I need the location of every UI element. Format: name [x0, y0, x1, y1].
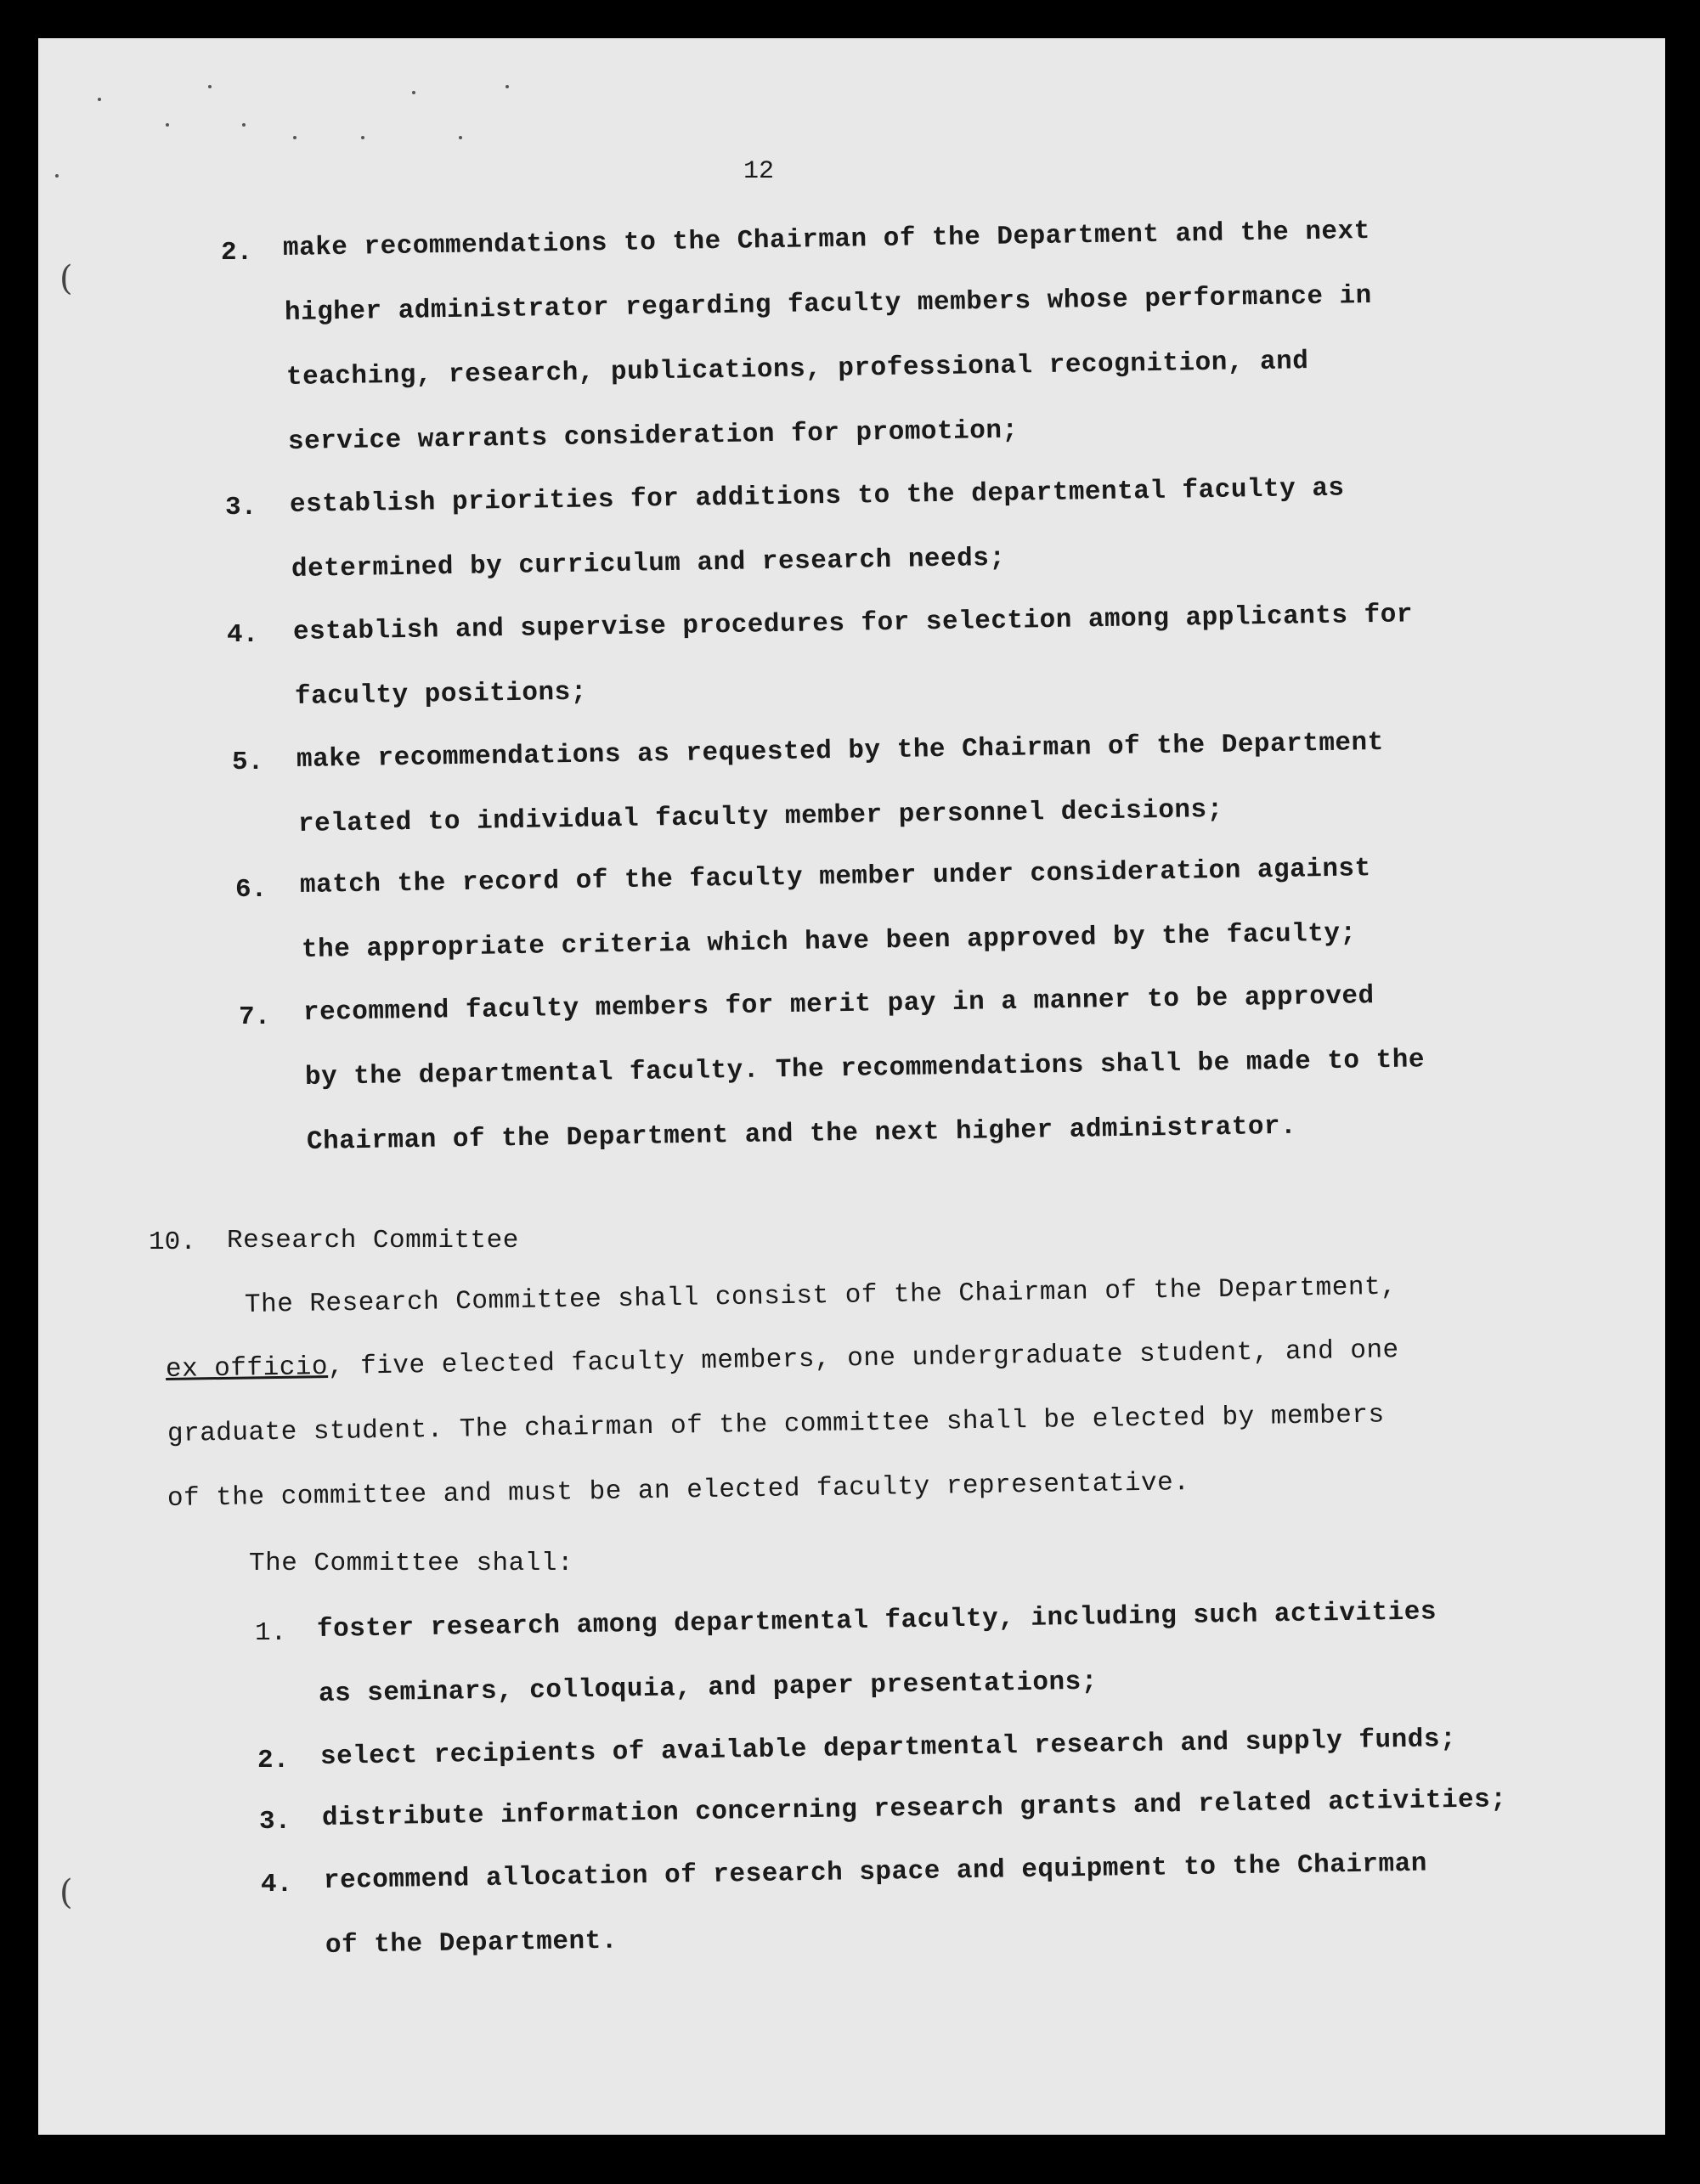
- list-item-line: establish and supervise procedures for selection among applicants for: [292, 600, 1414, 647]
- list-item-line: distribute information concerning research grants and related activities;: [321, 1785, 1507, 1833]
- scan-speck: [242, 123, 246, 127]
- list-item-number: 2.: [257, 1746, 290, 1775]
- list-item-number: 4.: [227, 620, 259, 650]
- scan-speck: [208, 85, 212, 88]
- list-item-number: 3.: [225, 493, 257, 522]
- scan-speck: [166, 123, 169, 127]
- scan-speck: [293, 136, 297, 139]
- ex-officio-text: ex officio: [165, 1352, 329, 1385]
- list-item-line: Chairman of the Department and the next higher administrator.: [306, 1111, 1297, 1157]
- list-item-number: 6.: [235, 875, 268, 905]
- list-item-line: service warrants consideration for promotion;: [287, 415, 1019, 457]
- list-item-line: establish priorities for additions to the departmental faculty as: [289, 473, 1345, 520]
- list-item-line: match the record of the faculty member under consideration against: [299, 854, 1371, 900]
- paragraph-line-rest: , five elected faculty members, one undergraduate student, and one: [327, 1335, 1399, 1382]
- list-item-line: by the departmental faculty. The recommendations shall be made to the: [304, 1045, 1426, 1092]
- paragraph-line: [166, 1335, 1399, 1385]
- list-item-number: 5.: [232, 748, 264, 777]
- list-item-number: 7.: [239, 1002, 271, 1032]
- list-item-line: faculty positions;: [294, 677, 588, 712]
- list-item-line: recommend allocation of research space and equipment to the Chairman: [323, 1848, 1428, 1896]
- list-item-line: determined by curriculum and research needs;: [291, 543, 1006, 584]
- scan-speck: [505, 85, 509, 88]
- list-item-line: recommend faculty members for merit pay in a manner to be approved: [302, 981, 1375, 1028]
- list-item-line: select recipients of available departmental research and supply funds;: [319, 1724, 1457, 1772]
- section-title: Research Committee: [227, 1226, 519, 1256]
- list-item-number: 2.: [221, 238, 253, 268]
- scan-speck: [98, 98, 101, 101]
- paragraph-line: of the committee and must be an elected faculty representative.: [167, 1468, 1190, 1514]
- committee-shall-heading: The Committee shall:: [249, 1549, 574, 1578]
- paragraph-line: The Research Committee shall consist of the Chairman of the Department,: [244, 1272, 1398, 1320]
- list-item-number: 4.: [261, 1870, 293, 1899]
- list-item-number: 1.: [255, 1618, 287, 1648]
- scan-speck: [459, 136, 462, 139]
- page-number: 12: [743, 157, 775, 186]
- list-item-line: make recommendations to the Chairman of the Department and the next: [282, 216, 1371, 263]
- list-item-line: make recommendations as requested by the Chairman of the Department: [296, 727, 1385, 775]
- margin-mark: (: [59, 259, 73, 298]
- list-item-line: related to individual faculty member personnel decisions;: [297, 794, 1224, 839]
- section-number: 10.: [149, 1227, 196, 1257]
- list-item-line: of the Department.: [325, 1926, 618, 1961]
- paragraph-line: graduate student. The chairman of the committee shall be elected by members: [167, 1400, 1385, 1449]
- margin-mark: (: [59, 1873, 73, 1912]
- document-page: [38, 38, 1665, 2135]
- list-item-line: higher administrator regarding faculty members whose performance in: [284, 280, 1373, 328]
- list-item-line: teaching, research, publications, professional recognition, and: [285, 347, 1309, 392]
- list-item-number: 3.: [259, 1807, 291, 1837]
- list-item-line: the appropriate criteria which have been approved by the faculty;: [301, 918, 1357, 965]
- list-item-line: foster research among departmental faculty, including such activities: [316, 1597, 1437, 1645]
- list-item-line: as seminars, colloquia, and paper presentations;: [318, 1667, 1099, 1709]
- scan-speck: [361, 136, 364, 139]
- scan-speck: [55, 174, 59, 178]
- scan-speck: [412, 91, 415, 94]
